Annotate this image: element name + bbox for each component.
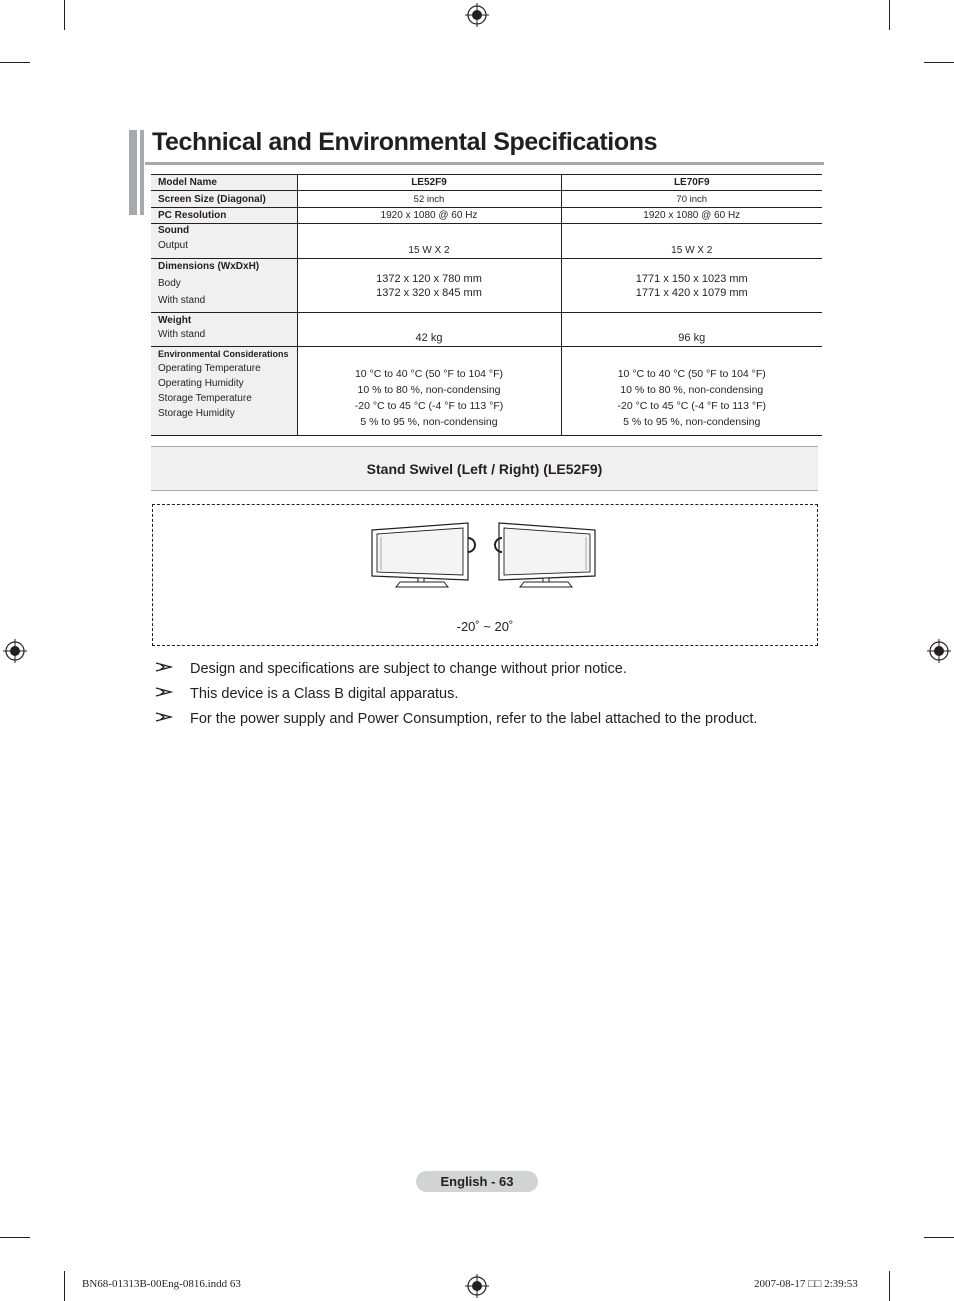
notes-list xyxy=(155,660,835,735)
table-row xyxy=(151,259,822,313)
cell-value: 52 inch xyxy=(413,193,445,205)
cell-value: 1372 x 320 x 845 mm xyxy=(376,286,482,299)
crop-mark xyxy=(889,0,890,30)
note-arrow-icon xyxy=(155,685,173,699)
page-title: Technical and Environmental Specifications xyxy=(152,128,658,156)
timestamp-slug: 2007-08-17 □□ 2:39:53 xyxy=(754,1278,858,1290)
cell-value: 15 W X 2 xyxy=(671,245,713,256)
stand-swivel-title: Stand Swivel (Left / Right) (LE52F9) xyxy=(366,461,603,477)
cell-value: 10 % to 80 %, non-condensing xyxy=(357,384,501,396)
cell-value: 1920 x 1080 @ 60 Hz xyxy=(380,210,478,221)
row-label: Weight xyxy=(158,315,192,326)
registration-mark-icon xyxy=(3,639,27,663)
crop-mark xyxy=(924,62,954,63)
registration-mark-icon xyxy=(465,1274,489,1298)
note-text: This device is a Class B digital apparatus. xyxy=(190,686,459,702)
cell-value: 10 °C to 40 °C (50 °F to 104 °F) xyxy=(354,368,504,380)
rotation-arrow-icon xyxy=(465,535,505,555)
tv-icon xyxy=(495,520,600,590)
stand-swivel-illustration xyxy=(152,504,818,646)
list-item xyxy=(155,660,835,685)
cell-value: 5 % to 95 %, non-condensing xyxy=(360,416,498,428)
row-sublabel: Output xyxy=(158,240,189,251)
table-row xyxy=(151,347,822,436)
row-label: Dimensions (WxDxH) xyxy=(158,261,260,272)
table-header-row xyxy=(151,175,822,191)
tv-icon xyxy=(368,520,473,590)
crop-mark xyxy=(924,1237,954,1238)
cell-value: 1920 x 1080 @ 60 Hz xyxy=(643,210,741,221)
table-row xyxy=(151,313,822,347)
cell-value: 70 inch xyxy=(676,193,708,205)
cell-value: -20 °C to 45 °C (-4 °F to 113 °F) xyxy=(354,400,504,412)
note-text: For the power supply and Power Consumption, refer to the label attached to the product. xyxy=(190,711,758,727)
note-arrow-icon xyxy=(155,710,173,724)
row-sublabel: Storage Temperature xyxy=(158,393,252,404)
title-rule xyxy=(145,162,824,165)
list-item xyxy=(155,685,835,710)
note-arrow-icon xyxy=(155,660,173,674)
cell-value: 15 W X 2 xyxy=(408,245,450,256)
table-row xyxy=(151,191,822,208)
row-sublabel: Storage Humidity xyxy=(158,408,235,419)
row-label: Sound xyxy=(158,225,190,236)
row-label: Screen Size (Diagonal) xyxy=(158,193,266,205)
swivel-angle-label: -20˚ ~ 20˚ xyxy=(456,619,514,634)
table-row xyxy=(151,224,822,259)
crop-mark xyxy=(64,1271,65,1301)
cell-value: -20 °C to 45 °C (-4 °F to 113 °F) xyxy=(617,400,766,412)
cell-value: 1771 x 420 x 1079 mm xyxy=(635,286,748,299)
row-sublabel: Body xyxy=(158,278,181,289)
header-model-1: LE52F9 xyxy=(297,175,561,191)
cell-value: 1372 x 120 x 780 mm xyxy=(376,272,482,285)
page-number-badge: English - 63 xyxy=(416,1171,538,1192)
note-text: Design and specifications are subject to change without prior notice. xyxy=(190,661,627,677)
registration-mark-icon xyxy=(465,3,489,27)
crop-mark xyxy=(0,1237,30,1238)
row-sublabel: With stand xyxy=(158,329,206,340)
row-label: Environmental Considerations xyxy=(158,349,289,359)
cell-value: 42 kg xyxy=(415,332,443,344)
list-item xyxy=(155,710,835,735)
header-model-2: LE70F9 xyxy=(561,175,822,191)
table-row xyxy=(151,208,822,224)
spec-table xyxy=(151,174,822,436)
row-sublabel: Operating Temperature xyxy=(158,363,261,374)
registration-mark-icon xyxy=(927,639,951,663)
crop-mark xyxy=(889,1271,890,1301)
cell-value: 1771 x 150 x 1023 mm xyxy=(635,272,748,285)
row-sublabel: Operating Humidity xyxy=(158,378,244,389)
crop-mark xyxy=(0,62,30,63)
file-name-slug: BN68-01313B-00Eng-0816.indd 63 xyxy=(82,1278,241,1290)
row-sublabel: With stand xyxy=(158,295,206,306)
title-side-bar xyxy=(129,130,137,215)
stand-swivel-heading-box xyxy=(151,446,818,491)
cell-value: 10 % to 80 %, non-condensing xyxy=(620,384,764,396)
cell-value: 5 % to 95 %, non-condensing xyxy=(623,416,761,428)
title-side-bar xyxy=(140,130,144,215)
cell-value: 10 °C to 40 °C (50 °F to 104 °F) xyxy=(617,368,766,380)
row-label: PC Resolution xyxy=(158,210,227,221)
cell-value: 96 kg xyxy=(678,332,706,344)
crop-mark xyxy=(64,0,65,30)
header-label: Model Name xyxy=(151,175,297,191)
